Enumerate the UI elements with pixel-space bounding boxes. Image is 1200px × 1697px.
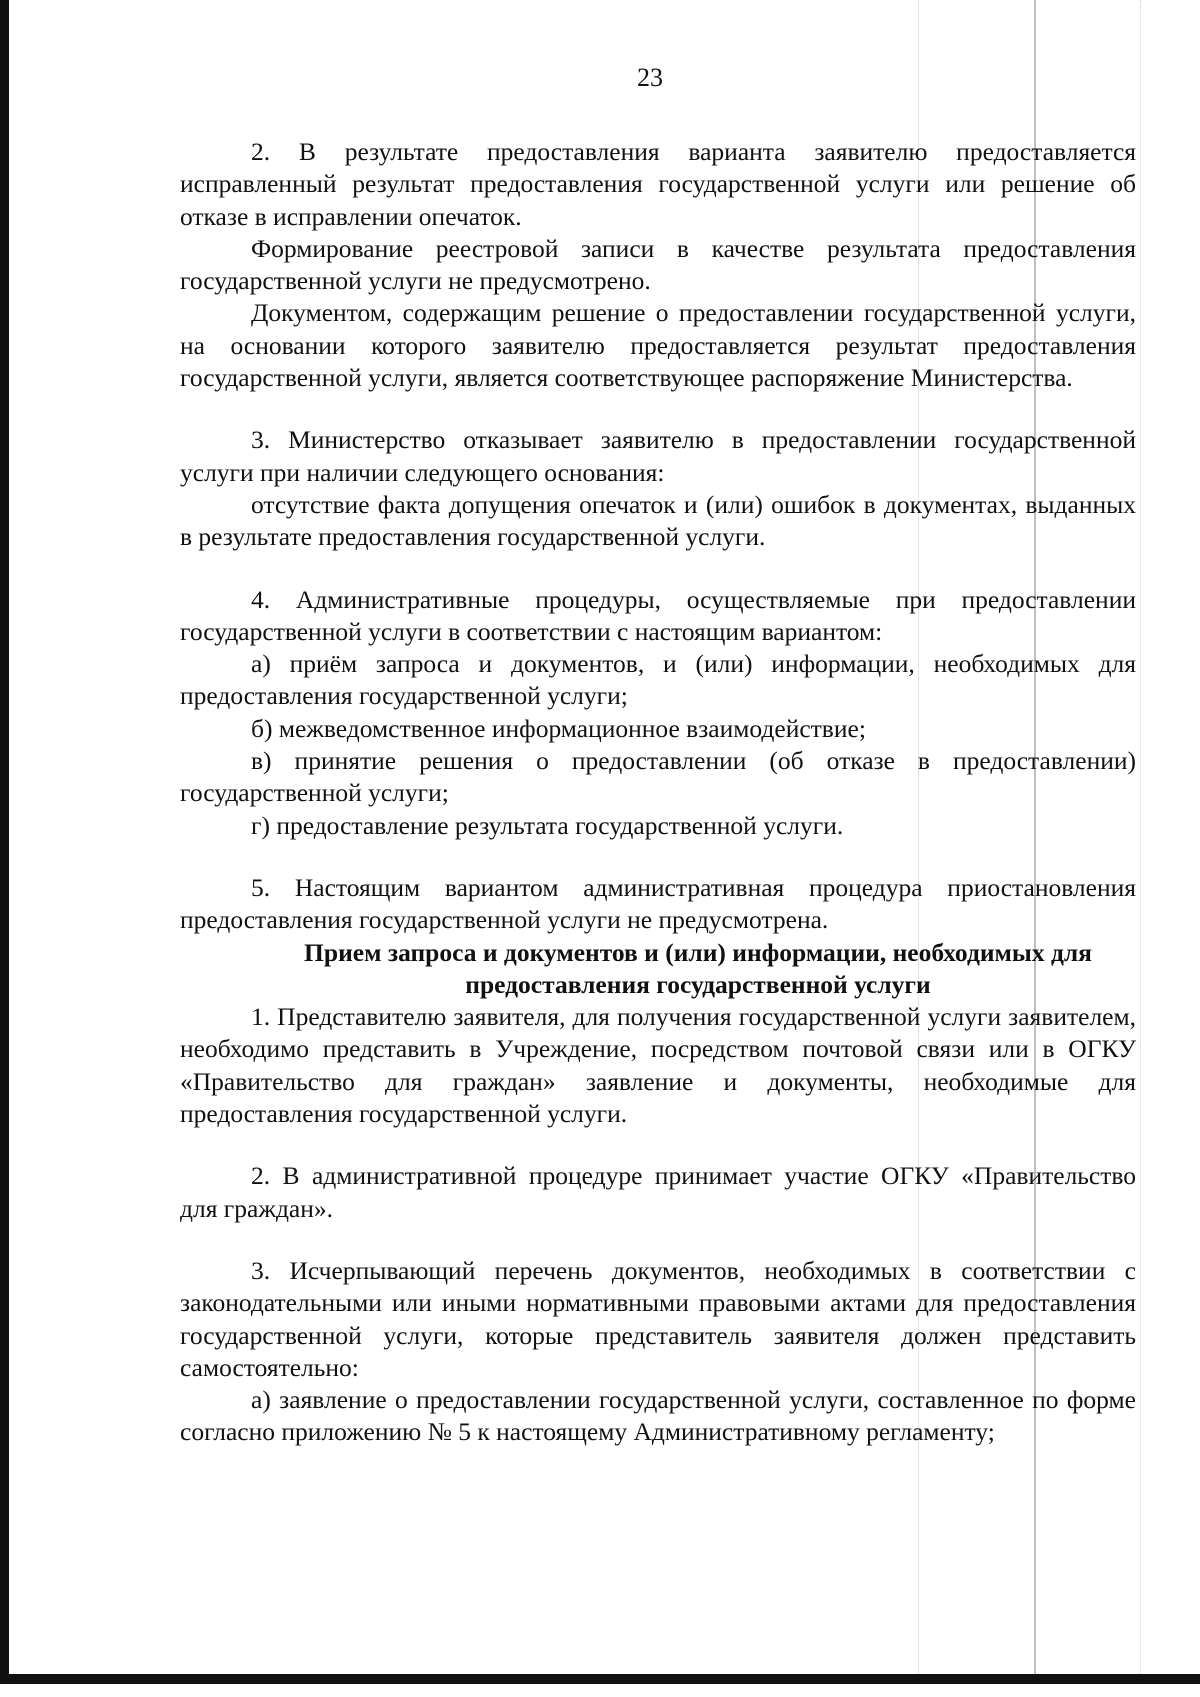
scan-edge-left xyxy=(0,0,9,1680)
paragraph: 1. Представителю заявителя, для получения государственной услуги заявителем, необходимо представить в Учреждение, посредством почтовой связи или в ОГКУ «Правительство для граждан» заявление и документы, необходимые для предоставления государственной услуги. xyxy=(180,1002,1136,1129)
page-number: 23 xyxy=(637,63,663,92)
paragraph: отсутствие факта допущения опечаток и (или) ошибок в документах, выданных в результате предоставления государственной услуги. xyxy=(180,489,1136,552)
paragraph: 3. Исчерпывающий перечень документов, необходимых в соответствии с законодательными или иными нормативными правовыми актами для предоставления государственной услуги, которые представитель заявителя должен представить самостоятельно: xyxy=(180,1255,1136,1382)
scan-dotted-line xyxy=(1140,0,1142,1674)
list-item: в) принятие решения о предоставлении (об отказе в предоставлении) государственной услуги; xyxy=(180,746,1136,808)
list-item: а) приём запроса и документов, и (или) информации, необходимых для предоставления государственной услуги; xyxy=(180,649,1136,711)
paragraph: 2. В административной процедуре принимает участие ОГКУ «Правительство для граждан». xyxy=(180,1161,1136,1223)
document-body xyxy=(180,136,1136,1449)
scan-edge-bottom xyxy=(0,1674,1200,1684)
paragraph: 4. Административные процедуры, осуществляемые при предоставлении государственной услуги в соответствии с настоящим вариантом: xyxy=(180,584,1136,646)
list-item: г) предоставление результата государственной услуги. xyxy=(251,810,844,840)
section-heading: Прием запроса и документов и (или) информации, необходимых для предоставления государственной услуги xyxy=(304,937,1092,999)
paragraph: Документом, содержащим решение о предоставлении государственной услуги, на основании которого заявителю предоставляется результат предоставления государственной услуги, является соответствующее распоряжение Министерства. xyxy=(180,298,1136,393)
paragraph: 2. В результате предоставления варианта заявителю предоставляется исправленный результат предоставления государственной услуги или решение об отказе в исправлении опечаток. xyxy=(180,137,1136,231)
list-item: а) заявление о предоставлении государственной услуги, составленное по форме согласно приложению № 5 к настоящему Административному регламенту; xyxy=(180,1385,1136,1447)
list-item: б) межведомственное информационное взаимодействие; xyxy=(251,713,866,743)
paragraph: 3. Министерство отказывает заявителю в предоставлении государственной услуги при наличии следующего основания: xyxy=(180,425,1136,487)
paragraph: 5. Настоящим вариантом административная процедура приостановления предоставления государственной услуги не предусмотрена. xyxy=(180,872,1136,935)
paragraph: Формирование реестровой записи в качестве результата предоставления государственной услуги не предусмотрено. xyxy=(180,233,1136,296)
